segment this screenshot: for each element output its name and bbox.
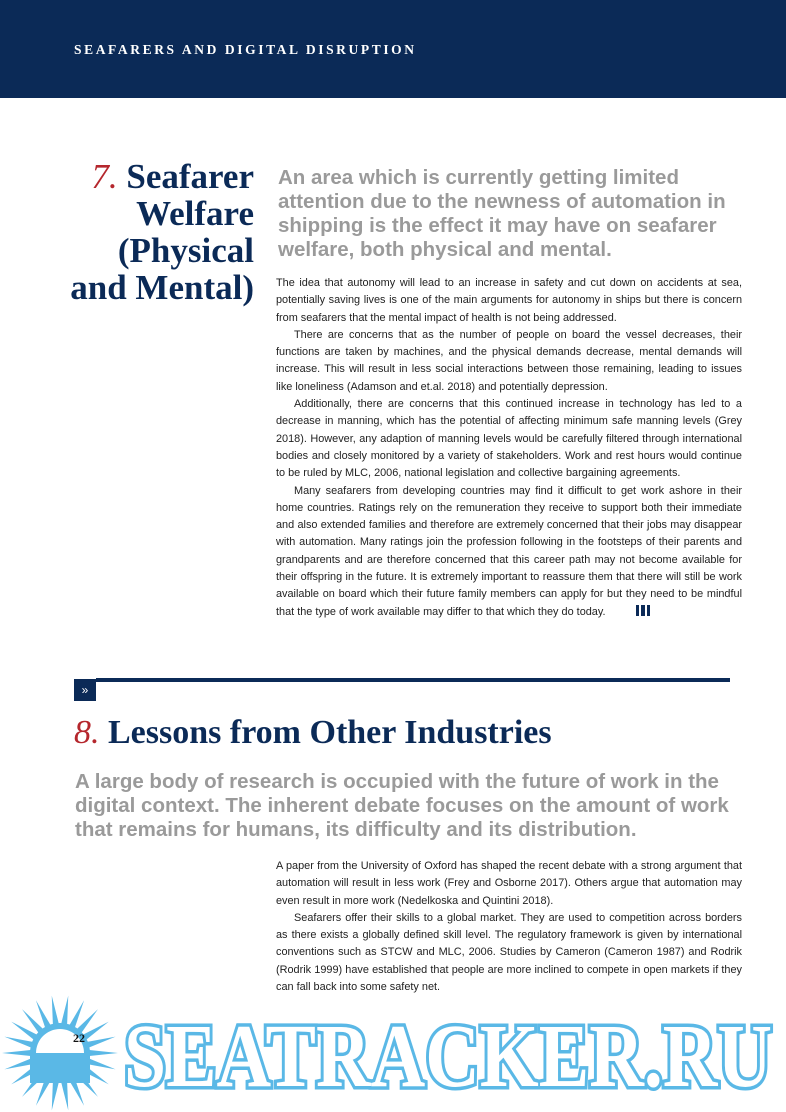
section-8-lead: A large body of research is occupied with the future of work in the digital context. The inherent debate focuses on the amount of work that remains for humans, its difficulty and its distribution.	[75, 770, 729, 841]
section-7-lead: An area which is currently getting limited attention due to the newness of automation in shipping is the effect it may have on seafarer welfare, both physical and mental.	[278, 166, 726, 261]
paragraph-text: Many seafarers from developing countries may find it difficult to get work ashore in their home countries. Ratings rely on the remuneration they receive to support both their immediate and also extended families and therefore are extremely concerned that their jobs may disappear with automation. Many ratings join the profession following in the footsteps of their parents and grandparents and are therefore concerned that this career path may not become available for their offspring in the future. It is extremely important to reassure them that there will still be work available on board which their future family members can apply for but they need to be mindful that the type of work available may differ to that which they do today.	[276, 484, 742, 618]
paragraph: Additionally, there are concerns that this continued increase in technology has led to a decrease in manning, which has the potential of affecting minimum safe manning levels (Grey 2018). However, any adaption of manning levels would be carefully filtered through international bodies and closely monitored by a variety of stakeholders. Work and rest hours would continue to be ruled by MLC, 2006, national legislation and collective bargaining agreements.	[276, 398, 742, 480]
running-title: SEAFARERS AND DIGITAL DISRUPTION	[74, 42, 417, 57]
paragraph-last	[276, 483, 742, 622]
watermark-logo	[120, 1008, 776, 1098]
section-7-title-line: (Physical	[117, 231, 254, 270]
section-7-title-line: Welfare	[136, 194, 254, 233]
section-8-body	[276, 858, 742, 996]
paragraph: A paper from the University of Oxford has shaped the recent debate with a strong argument that automation will result in less work (Frey and Osborne 2017). Others argue that automation may even result in more work (Nedelkoska and Quintini 2018).	[276, 860, 742, 907]
watermark-sun-icon	[0, 995, 120, 1112]
sun-ray	[2, 1050, 34, 1057]
end-of-article-icon	[618, 605, 653, 622]
sun-ray	[86, 1050, 118, 1057]
page-number: 22	[73, 1031, 85, 1045]
chevrons-down-icon: »	[74, 679, 96, 701]
section-7-number: 7.	[91, 157, 118, 196]
paragraph: Seafarers offer their skills to a global market. They are used to competition across borders as there exists a globally defined skill level. The regulatory framework is given by international conventions such as STCW and MLC, 2006. Studies by Cameron (Cameron 1987) and Rodrik (Rodrik 1999) have established that people are more inclined to compete in open markets if they can fall back into some safety net.	[276, 911, 742, 994]
section-7-title-line: Seafarer	[126, 157, 254, 196]
paragraph: There are concerns that as the number of people on board the vessel decreases, their functions are taken by machines, and the physical demands decrease, mental demands will increase. This will result in less social interactions between those remaining, leading to issues like loneliness (Adamson and et.al. 2018) and potentially depression.	[276, 328, 742, 393]
section-7-title-line: and Mental)	[70, 268, 254, 307]
paragraph: The idea that autonomy will lead to an increase in safety and cut down on accidents at sea, potentially saving lives is one of the main arguments for autonomy in ships but there is concern from seafarers that the mental impact of health is not being addressed.	[276, 277, 742, 324]
section-8-number: 8.	[74, 714, 100, 751]
section-7-body	[276, 275, 742, 622]
page-header	[0, 0, 786, 98]
watermark-text: SEATRACKER.RU	[124, 1008, 772, 1098]
section-divider	[96, 678, 730, 682]
section-7-heading	[40, 158, 254, 306]
section-8-heading	[74, 713, 552, 753]
section-8-title: Lessons from Other Industries	[108, 714, 552, 751]
